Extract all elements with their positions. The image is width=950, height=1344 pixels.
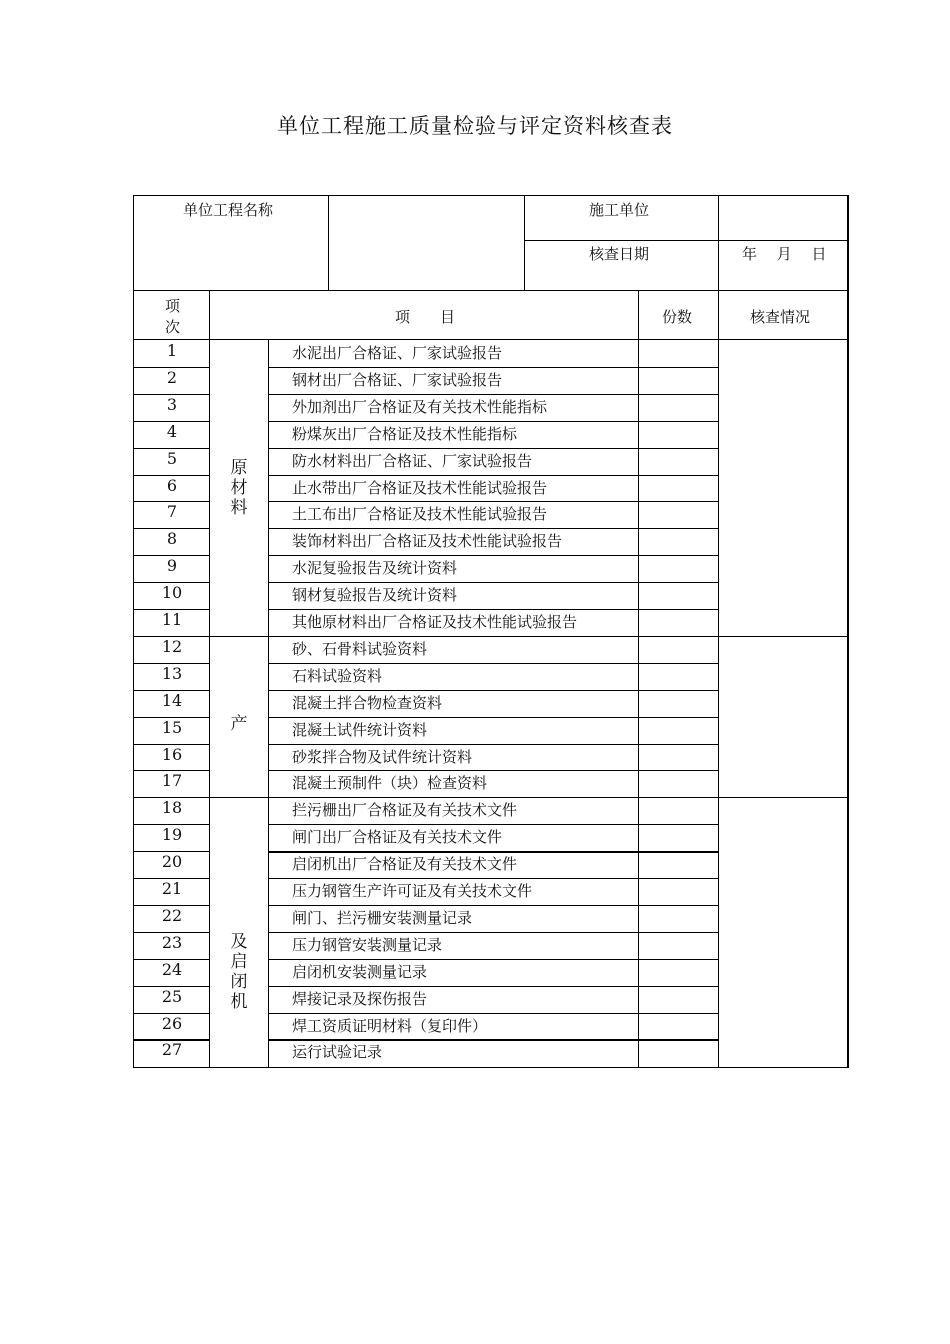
row-item: 其他原材料出厂合格证及技术性能试验报告: [292, 613, 578, 631]
row-number: 26: [161, 1014, 183, 1033]
construction-unit-label: 施工单位: [589, 201, 650, 219]
item-header: 项 目: [395, 308, 456, 326]
group-label: 机: [230, 992, 248, 1012]
row-number: 11: [161, 610, 183, 629]
row-item: 石料试验资料: [292, 667, 383, 685]
row-item: 止水带出厂合格证及技术性能试验报告: [292, 479, 548, 497]
row-item: 砂、石骨料试验资料: [292, 640, 428, 658]
row-number: 22: [161, 906, 183, 925]
copies-cell[interactable]: [648, 774, 708, 792]
copies-cell[interactable]: [648, 990, 708, 1008]
copies-cell[interactable]: [648, 452, 708, 470]
row-item: 启闭机出厂合格证及有关技术文件: [292, 855, 518, 873]
row-item: 防水材料出厂合格证、厂家试验报告: [292, 452, 533, 470]
copies-cell[interactable]: [648, 398, 708, 416]
row-number: 19: [161, 825, 183, 844]
divider: [718, 636, 848, 637]
row-item: 土工布出厂合格证及技术性能试验报告: [292, 505, 548, 523]
divider: [718, 797, 848, 798]
row-number: 5: [166, 449, 178, 468]
row-item: 砂浆拌合物及试件统计资料: [292, 748, 473, 766]
divider: [268, 959, 718, 960]
divider: [268, 528, 718, 529]
divider: [268, 663, 718, 664]
copies-cell[interactable]: [648, 936, 708, 954]
copies-cell[interactable]: [648, 479, 708, 497]
copies-cell[interactable]: [648, 828, 708, 846]
copies-cell[interactable]: [648, 425, 708, 443]
divider: [268, 582, 718, 583]
divider: [268, 878, 718, 879]
divider: [268, 609, 718, 610]
row-item: 启闭机安装测量记录: [292, 963, 428, 981]
row-item: 焊接记录及探伤报告: [292, 990, 428, 1008]
copies-cell[interactable]: [648, 882, 708, 900]
copies-cell[interactable]: [648, 748, 708, 766]
copies-cell[interactable]: [648, 640, 708, 658]
divider: [268, 824, 718, 825]
copies-cell[interactable]: [648, 505, 708, 523]
copies-cell[interactable]: [648, 559, 708, 577]
group-label: 及: [230, 932, 248, 952]
row-number: 1: [166, 341, 178, 360]
divider: [524, 196, 525, 291]
copies-cell[interactable]: [648, 613, 708, 631]
copies-header: 份数: [662, 308, 693, 326]
divider: [268, 744, 718, 745]
row-item: 拦污栅出厂合格证及有关技术文件: [292, 801, 518, 819]
divider: [268, 851, 718, 853]
row-item: 焊工资质证明材料（复印件）: [292, 1017, 488, 1035]
row-item: 闸门、拦污栅安装测量记录: [292, 909, 473, 927]
page-title: 单位工程施工质量检验与评定资料核查表: [277, 114, 673, 138]
copies-cell[interactable]: [648, 694, 708, 712]
divider: [718, 291, 719, 1068]
row-number: 2: [166, 368, 178, 387]
row-item: 装饰材料出厂合格证及技术性能试验报告: [292, 532, 563, 550]
row-item: 压力钢管生产许可证及有关技术文件: [292, 882, 533, 900]
copies-cell[interactable]: [648, 344, 708, 362]
row-number: 27: [161, 1040, 183, 1059]
row-number: 14: [161, 691, 183, 710]
row-number: 24: [161, 960, 183, 979]
row-number: 20: [161, 852, 183, 871]
row-number: 10: [161, 583, 183, 602]
copies-cell[interactable]: [648, 371, 708, 389]
check-date-field[interactable]: 年 月 日: [742, 245, 827, 263]
row-number: 15: [161, 718, 183, 737]
divider: [268, 501, 718, 502]
copies-cell[interactable]: [648, 963, 708, 981]
copies-cell[interactable]: [648, 855, 708, 873]
copies-cell[interactable]: [648, 1043, 708, 1061]
divider: [134, 1039, 209, 1041]
group-label: 启: [230, 952, 248, 972]
copies-cell[interactable]: [648, 586, 708, 604]
copies-cell[interactable]: [648, 532, 708, 550]
copies-cell[interactable]: [648, 801, 708, 819]
divider: [268, 421, 718, 422]
divider: [268, 717, 718, 718]
divider: [268, 555, 718, 556]
row-number: 8: [166, 529, 178, 548]
divider: [268, 1013, 718, 1014]
divider: [209, 797, 718, 798]
seq-header-line2: 次: [165, 318, 181, 336]
divider: [268, 932, 718, 933]
row-number: 6: [166, 476, 178, 495]
row-item: 混凝土预制件（块）检查资料: [292, 774, 488, 792]
copies-cell[interactable]: [648, 667, 708, 685]
divider: [268, 770, 718, 771]
divider: [638, 291, 639, 1068]
row-number: 4: [166, 422, 178, 441]
divider: [268, 690, 718, 691]
divider: [134, 339, 848, 340]
row-item: 闸门出厂合格证及有关技术文件: [292, 828, 503, 846]
seq-header-line1: 项: [165, 297, 181, 315]
row-item: 混凝土拌合物检查资料: [292, 694, 443, 712]
divider: [268, 986, 718, 987]
divider: [209, 636, 718, 637]
row-item: 压力钢管安装测量记录: [292, 936, 443, 954]
group-label: 闭: [230, 972, 248, 992]
row-number: 3: [166, 395, 178, 414]
row-number: 9: [166, 556, 178, 575]
row-item: 粉煤灰出厂合格证及技术性能指标: [292, 425, 518, 443]
status-cell[interactable]: [726, 344, 840, 632]
row-number: 12: [161, 637, 183, 656]
row-item: 水泥复验报告及统计资料: [292, 559, 458, 577]
row-item: 钢材出厂合格证、厂家试验报告: [292, 371, 503, 389]
check-date-label: 核查日期: [589, 245, 650, 263]
divider: [328, 196, 329, 291]
row-item: 外加剂出厂合格证及有关技术性能指标: [292, 398, 548, 416]
row-number: 16: [161, 745, 183, 764]
row-item: 混凝土试件统计资料: [292, 721, 428, 739]
status-cell[interactable]: [726, 801, 840, 1062]
divider: [268, 394, 718, 395]
divider: [268, 367, 718, 368]
status-header: 核查情况: [750, 308, 811, 326]
divider: [268, 1039, 718, 1041]
row-number: 21: [161, 879, 183, 898]
row-number: 7: [166, 502, 178, 521]
row-number: 25: [161, 987, 183, 1006]
group-label: 料: [230, 498, 248, 518]
group-label: 产: [230, 714, 248, 734]
divider: [134, 290, 848, 291]
status-cell[interactable]: [726, 640, 840, 793]
group-label: 材: [230, 478, 248, 498]
divider: [268, 448, 718, 449]
group-label: 原: [230, 458, 248, 478]
divider: [524, 240, 848, 241]
divider: [718, 196, 719, 291]
row-item: 运行试验记录: [292, 1043, 383, 1061]
row-number: 23: [161, 933, 183, 952]
row-number: 18: [161, 798, 183, 817]
row-item: 水泥出厂合格证、厂家试验报告: [292, 344, 503, 362]
unit-project-name-label: 单位工程名称: [183, 201, 274, 219]
row-number: 13: [161, 664, 183, 683]
copies-cell[interactable]: [648, 909, 708, 927]
copies-cell[interactable]: [648, 1017, 708, 1035]
divider: [268, 905, 718, 906]
row-number: 17: [161, 771, 183, 790]
divider: [268, 475, 718, 476]
copies-cell[interactable]: [648, 721, 708, 739]
row-item: 钢材复验报告及统计资料: [292, 586, 458, 604]
